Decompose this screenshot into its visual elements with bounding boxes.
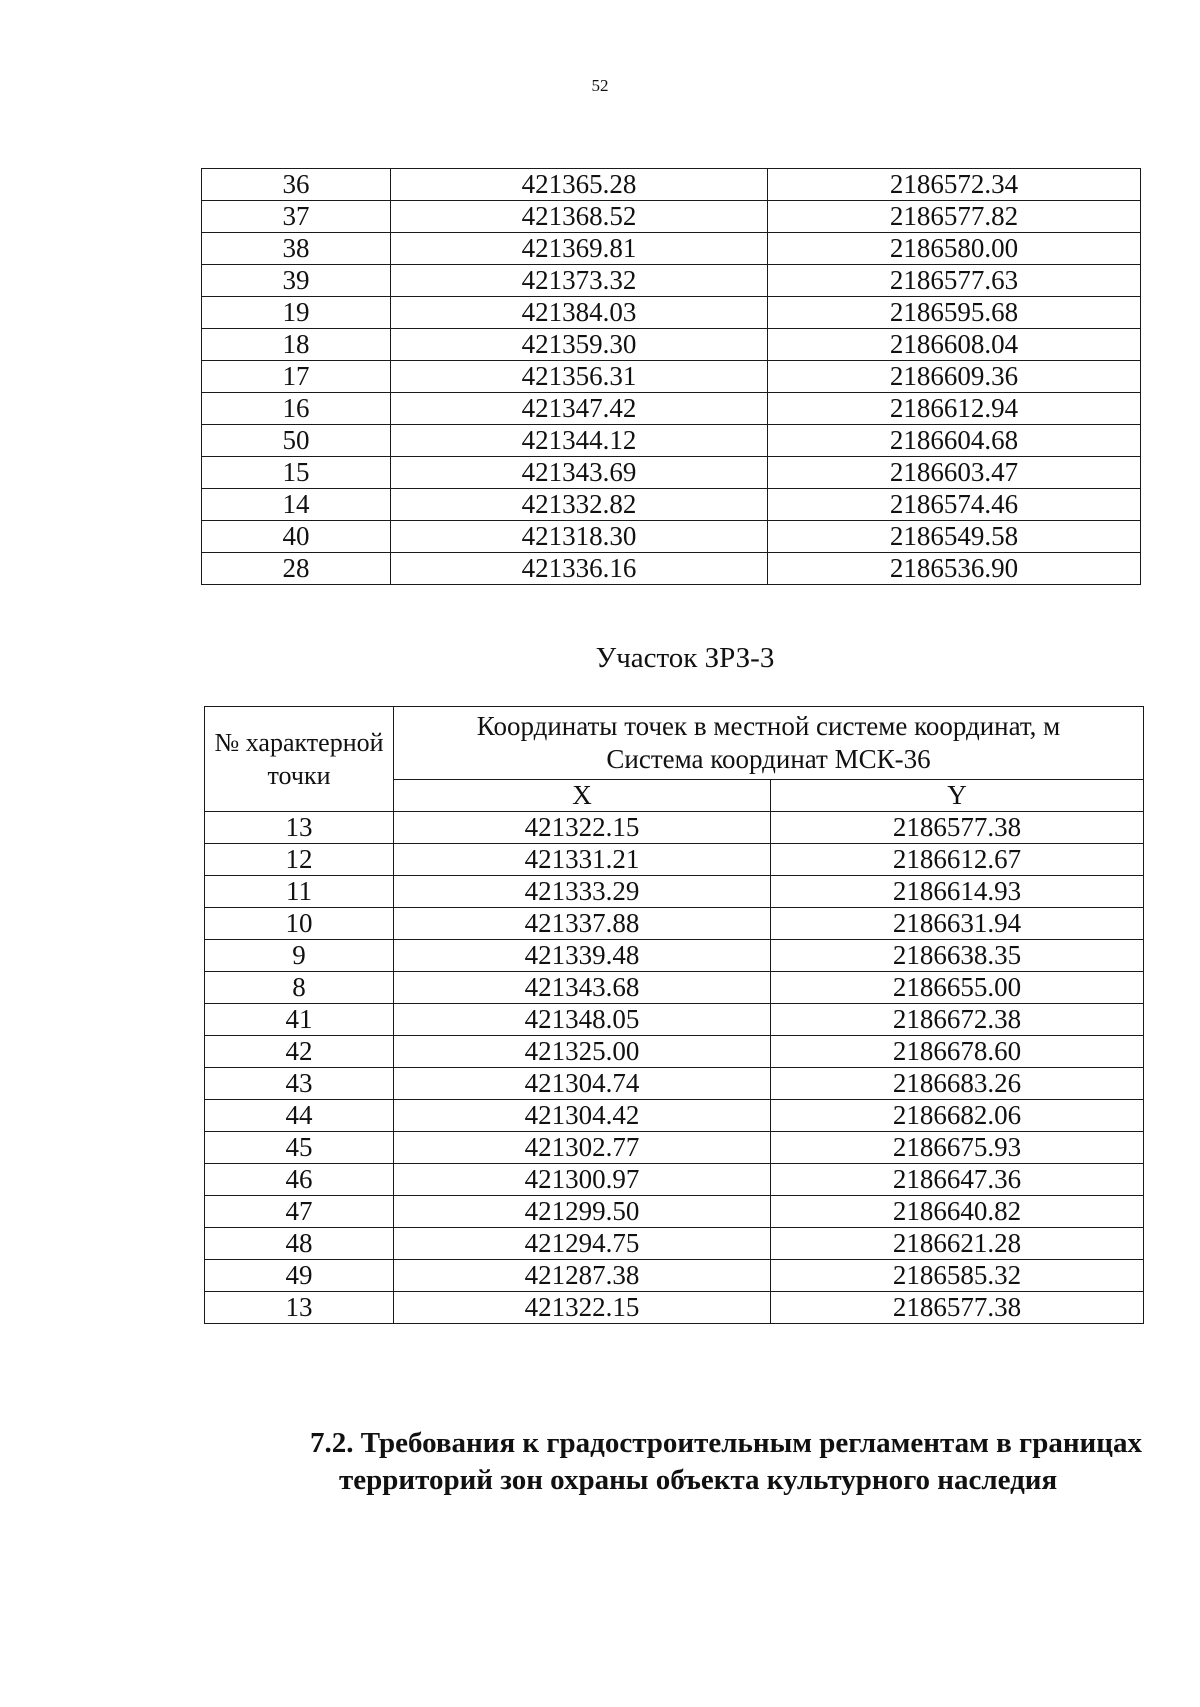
point-number-cell: 49 (205, 1260, 394, 1292)
section-heading-line1: 7.2. Требования к градостроительным регламентам в границах (310, 1427, 1142, 1459)
point-number-cell: 18 (202, 329, 391, 361)
point-number-cell: 12 (205, 844, 394, 876)
x-coordinate-cell: 421347.42 (391, 393, 768, 425)
y-coordinate-cell: 2186612.94 (768, 393, 1141, 425)
x-column-header: X (394, 780, 771, 812)
y-coordinate-cell: 2186604.68 (768, 425, 1141, 457)
table-row (205, 1196, 1144, 1228)
y-coordinate-cell: 2186655.00 (771, 972, 1144, 1004)
point-number-cell: 11 (205, 876, 394, 908)
x-coordinate-cell: 421368.52 (391, 201, 768, 233)
point-number-cell: 8 (205, 972, 394, 1004)
table-row (202, 425, 1141, 457)
x-coordinate-cell: 421322.15 (394, 1292, 771, 1324)
y-coordinate-cell: 2186574.46 (768, 489, 1141, 521)
point-number-cell: 47 (205, 1196, 394, 1228)
y-coordinate-cell: 2186612.67 (771, 844, 1144, 876)
table-row (205, 1228, 1144, 1260)
coordinates-table-continued (201, 168, 1141, 585)
y-coordinate-cell: 2186577.38 (771, 1292, 1144, 1324)
point-number-cell: 46 (205, 1164, 394, 1196)
x-coordinate-cell: 421343.69 (391, 457, 768, 489)
table-row (202, 169, 1141, 201)
x-coordinate-cell: 421331.21 (394, 844, 771, 876)
x-coordinate-cell: 421300.97 (394, 1164, 771, 1196)
table-row (202, 553, 1141, 585)
x-coordinate-cell: 421299.50 (394, 1196, 771, 1228)
y-coordinate-cell: 2186631.94 (771, 908, 1144, 940)
table-row (205, 812, 1144, 844)
point-number-cell: 45 (205, 1132, 394, 1164)
y-coordinate-cell: 2186603.47 (768, 457, 1141, 489)
table-row (202, 457, 1141, 489)
x-coordinate-cell: 421336.16 (391, 553, 768, 585)
point-number-cell: 13 (205, 812, 394, 844)
table-row (205, 1292, 1144, 1324)
y-coordinate-cell: 2186609.36 (768, 361, 1141, 393)
table-row (202, 393, 1141, 425)
y-coordinate-cell: 2186585.32 (771, 1260, 1144, 1292)
x-coordinate-cell: 421294.75 (394, 1228, 771, 1260)
point-number-cell: 13 (205, 1292, 394, 1324)
point-number-cell: 15 (202, 457, 391, 489)
section-heading-line2: территорий зон охраны объекта культурного наследия (339, 1464, 1058, 1496)
y-coordinate-cell: 2186638.35 (771, 940, 1144, 972)
table-row (202, 297, 1141, 329)
point-number-cell: 9 (205, 940, 394, 972)
y-coordinate-cell: 2186683.26 (771, 1068, 1144, 1100)
point-number-cell: 36 (202, 169, 391, 201)
y-coordinate-cell: 2186682.06 (771, 1100, 1144, 1132)
x-coordinate-cell: 421304.74 (394, 1068, 771, 1100)
point-number-cell: 43 (205, 1068, 394, 1100)
table-row (205, 1100, 1144, 1132)
point-number-cell: 42 (205, 1036, 394, 1068)
x-coordinate-cell: 421348.05 (394, 1004, 771, 1036)
x-coordinate-cell: 421343.68 (394, 972, 771, 1004)
x-coordinate-cell: 421365.28 (391, 169, 768, 201)
x-coordinate-cell: 421344.12 (391, 425, 768, 457)
table-row (205, 1164, 1144, 1196)
coordinates-header-line1: Координаты точек в местной системе координат, м (476, 711, 1061, 741)
y-coordinate-cell: 2186621.28 (771, 1228, 1144, 1260)
coordinates-table-zrz3 (204, 706, 1144, 1324)
point-number-cell: 16 (202, 393, 391, 425)
point-number-cell: 39 (202, 265, 391, 297)
table-header-row (205, 707, 1144, 780)
y-coordinate-cell: 2186678.60 (771, 1036, 1144, 1068)
table-row (205, 908, 1144, 940)
point-number-cell: 40 (202, 521, 391, 553)
x-coordinate-cell: 421302.77 (394, 1132, 771, 1164)
y-coordinate-cell: 2186672.38 (771, 1004, 1144, 1036)
y-coordinate-cell: 2186640.82 (771, 1196, 1144, 1228)
y-coordinate-cell: 2186595.68 (768, 297, 1141, 329)
x-coordinate-cell: 421339.48 (394, 940, 771, 972)
y-coordinate-cell: 2186614.93 (771, 876, 1144, 908)
point-number-cell: 50 (202, 425, 391, 457)
table-row (205, 876, 1144, 908)
x-coordinate-cell: 421356.31 (391, 361, 768, 393)
y-coordinate-cell: 2186647.36 (771, 1164, 1144, 1196)
point-number-cell: 17 (202, 361, 391, 393)
x-coordinate-cell: 421322.15 (394, 812, 771, 844)
x-coordinate-cell: 421373.32 (391, 265, 768, 297)
table-row (202, 329, 1141, 361)
section-title: Участок ЗРЗ-3 (595, 642, 775, 674)
x-coordinate-cell: 421304.42 (394, 1100, 771, 1132)
table-row (205, 1068, 1144, 1100)
point-number-cell: 44 (205, 1100, 394, 1132)
x-coordinate-cell: 421325.00 (394, 1036, 771, 1068)
page-number: 52 (591, 76, 609, 95)
x-coordinate-cell: 421359.30 (391, 329, 768, 361)
x-coordinate-cell: 421332.82 (391, 489, 768, 521)
x-coordinate-cell: 421337.88 (394, 908, 771, 940)
point-number-cell: 14 (202, 489, 391, 521)
table-row (205, 1004, 1144, 1036)
coordinates-header-line2: Система координат МСК-36 (606, 744, 931, 774)
table-row (202, 361, 1141, 393)
table-row (202, 489, 1141, 521)
table-row (202, 233, 1141, 265)
table-row (205, 1036, 1144, 1068)
table-row (205, 940, 1144, 972)
x-coordinate-cell: 421333.29 (394, 876, 771, 908)
table-row (205, 1132, 1144, 1164)
y-coordinate-cell: 2186577.82 (768, 201, 1141, 233)
y-coordinate-cell: 2186577.38 (771, 812, 1144, 844)
table-row (202, 201, 1141, 233)
y-coordinate-cell: 2186608.04 (768, 329, 1141, 361)
point-number-cell: 41 (205, 1004, 394, 1036)
table-row (202, 521, 1141, 553)
point-number-cell: 38 (202, 233, 391, 265)
table-row (202, 265, 1141, 297)
x-coordinate-cell: 421384.03 (391, 297, 768, 329)
y-coordinate-cell: 2186536.90 (768, 553, 1141, 585)
point-number-cell: 48 (205, 1228, 394, 1260)
point-number-cell: 19 (202, 297, 391, 329)
coordinates-system-header (394, 707, 1144, 780)
y-coordinate-cell: 2186572.34 (768, 169, 1141, 201)
table-row (205, 1260, 1144, 1292)
y-coordinate-cell: 2186675.93 (771, 1132, 1144, 1164)
section-heading (310, 1425, 1170, 1499)
y-coordinate-cell: 2186577.63 (768, 265, 1141, 297)
point-number-cell: 28 (202, 553, 391, 585)
x-coordinate-cell: 421287.38 (394, 1260, 771, 1292)
y-coordinate-cell: 2186580.00 (768, 233, 1141, 265)
point-number-cell: 10 (205, 908, 394, 940)
point-number-header: № характерной точки (205, 707, 394, 812)
y-coordinate-cell: 2186549.58 (768, 521, 1141, 553)
point-number-cell: 37 (202, 201, 391, 233)
y-column-header: Y (771, 780, 1144, 812)
x-coordinate-cell: 421318.30 (391, 521, 768, 553)
table-row (205, 844, 1144, 876)
table-row (205, 972, 1144, 1004)
x-coordinate-cell: 421369.81 (391, 233, 768, 265)
